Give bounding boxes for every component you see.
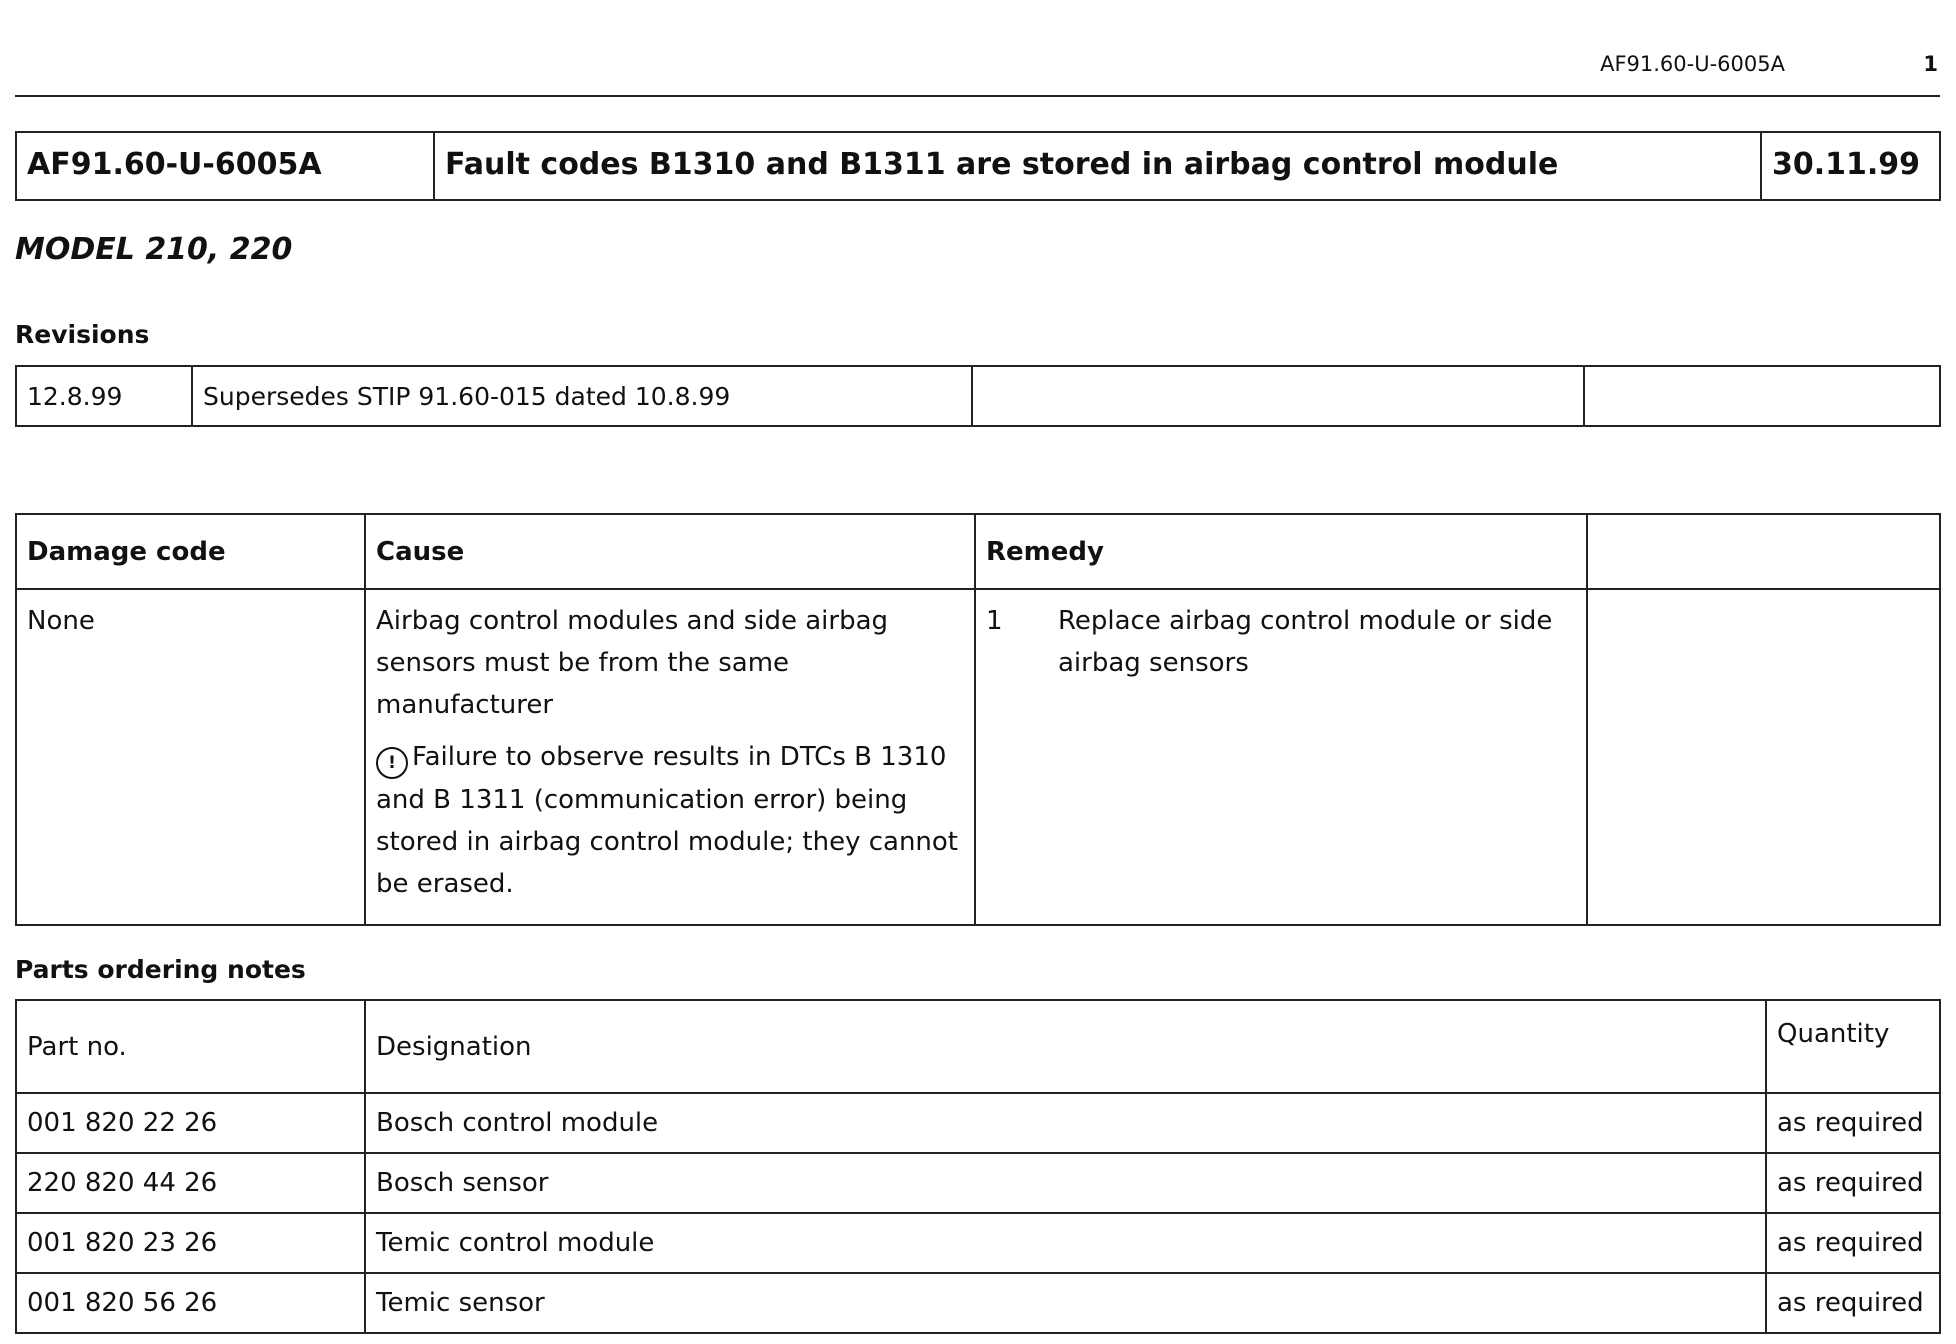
damage-blank-cell — [1587, 589, 1940, 925]
header-damage-code: Damage code — [16, 514, 365, 589]
parts-table — [15, 999, 1941, 1334]
remedy-cell — [975, 589, 1587, 925]
parts-heading: Parts ordering notes — [15, 955, 306, 984]
header-doc-ref: AF91.60-U-6005A — [1600, 52, 1785, 76]
title-code: AF91.60-U-6005A — [16, 132, 434, 200]
remedy-number: 1 — [986, 606, 1003, 636]
title-date: 30.11.99 — [1761, 132, 1940, 200]
cause-note — [376, 736, 964, 905]
part-number: 001 820 22 26 — [16, 1093, 365, 1153]
page-number: 1 — [1923, 52, 1938, 76]
part-designation: Temic control module — [365, 1213, 1766, 1273]
note-icon: ! — [376, 747, 408, 779]
table-row — [16, 1153, 1940, 1213]
part-number: 001 820 56 26 — [16, 1273, 365, 1333]
part-number: 220 820 44 26 — [16, 1153, 365, 1213]
damage-table-header — [16, 514, 1940, 589]
cause-note-text: Failure to observe results in DTCs B 1310 and B 1311 (communication error) being stored in airbag control module; they cannot be erased. — [376, 742, 959, 899]
part-quantity: as required — [1766, 1273, 1940, 1333]
title-block — [15, 131, 1941, 201]
header-quantity: Quantity — [1766, 1000, 1940, 1093]
part-designation: Temic sensor — [365, 1273, 1766, 1333]
header-cause: Cause — [365, 514, 975, 589]
table-row — [16, 1093, 1940, 1153]
damage-code-cell: None — [16, 589, 365, 925]
page-header — [15, 40, 1940, 97]
title-text: Fault codes B1310 and B1311 are stored in airbag control module — [434, 132, 1761, 200]
cause-text: Airbag control modules and side airbag sensors must be from the same manufacturer — [376, 606, 889, 720]
part-quantity: as required — [1766, 1153, 1940, 1213]
header-part-no: Part no. — [16, 1000, 365, 1093]
part-quantity: as required — [1766, 1093, 1940, 1153]
damage-row — [16, 589, 1940, 925]
parts-table-header — [16, 1000, 1940, 1093]
table-row — [16, 1213, 1940, 1273]
revisions-heading: Revisions — [15, 320, 150, 349]
model-heading: MODEL 210, 220 — [15, 232, 293, 267]
header-designation: Designation — [365, 1000, 1766, 1093]
revision-col4 — [1584, 366, 1940, 426]
damage-table — [15, 513, 1941, 926]
part-designation: Bosch control module — [365, 1093, 1766, 1153]
revision-text: Supersedes STIP 91.60-015 dated 10.8.99 — [192, 366, 972, 426]
part-quantity: as required — [1766, 1213, 1940, 1273]
cause-cell — [365, 589, 975, 925]
part-number: 001 820 23 26 — [16, 1213, 365, 1273]
revision-date: 12.8.99 — [16, 366, 192, 426]
revision-row — [16, 366, 1940, 426]
part-designation: Bosch sensor — [365, 1153, 1766, 1213]
table-row — [16, 1273, 1940, 1333]
revisions-table — [15, 365, 1941, 427]
header-blank — [1587, 514, 1940, 589]
header-remedy: Remedy — [975, 514, 1587, 589]
revision-col3 — [972, 366, 1584, 426]
remedy-text: Replace airbag control module or side airbag sensors — [1058, 606, 1553, 678]
